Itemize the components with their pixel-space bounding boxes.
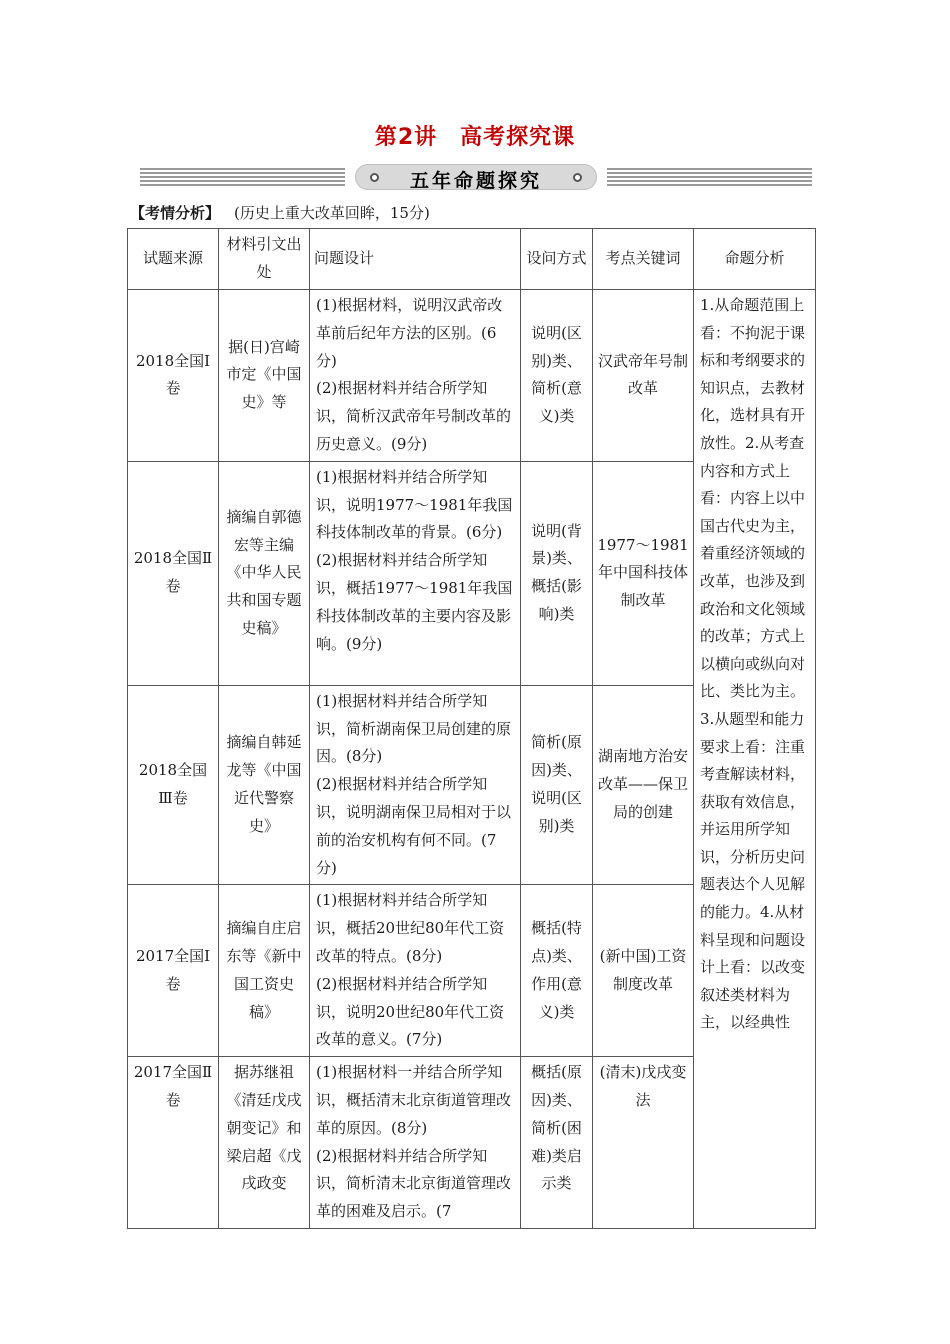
cell-material: 据(日)宫崎市定《中国史》等 (219, 290, 310, 462)
cell-material: 摘编自庄启东等《新中国工资史稿》 (219, 885, 310, 1057)
cell-method: 简析(原因)类、说明(区别)类 (521, 685, 593, 885)
analysis-header (130, 202, 430, 223)
analysis-label: 【考情分析】 (130, 204, 221, 222)
cell-keyword: (新中国)工资制度改革 (593, 885, 694, 1057)
cell-source: 2018全国Ⅱ卷 (128, 461, 219, 685)
cell-keyword: 汉武帝年号制改革 (593, 290, 694, 462)
cell-source: 2017全国Ⅱ卷 (128, 1057, 219, 1229)
header-source: 试题来源 (128, 229, 219, 290)
cell-questions (310, 1057, 521, 1229)
exam-table (127, 228, 816, 1229)
header-questions: 问题设计 (310, 229, 521, 290)
banner-decoration-left (140, 168, 345, 186)
banner-title: 五年命题探究 (409, 170, 542, 192)
question-1: (1)根据材料一并结合所学知识，概括清末北京街道管理改革的原因。(8分) (316, 1063, 512, 1137)
cell-analysis: 1.从命题范围上看：不拘泥于课标和考纲要求的知识点，去教材化，选材具有开放性。2.从考查内容和方式上看：内容上以中国古代史为主，着重经济领域的改革，也涉及到政治和文化领域的改革；方式上以横向或纵向对比、类比为主。3.从题型和能力要求上看：注重考查解读材料，获取有效信息，并运用所学知识，分析历史问题表达个人见解的能力。4.从材料呈现和问题设计上看：以改变叙述类材料为主，以经典性 (694, 290, 816, 1229)
cell-keyword: 湖南地方治安改革——保卫局的创建 (593, 685, 694, 885)
cell-keyword: 1977～1981年中国科技体制改革 (593, 461, 694, 685)
cell-questions (310, 290, 521, 462)
analysis-note: (历史上重大改革回眸，15分) (234, 204, 430, 222)
question-2: (2)根据材料并结合所学知识，说明20世纪80年代工资改革的意义。(7分) (316, 974, 505, 1049)
cell-source: 2018全国Ⅲ卷 (128, 685, 219, 885)
cell-method: 概括(原因)类、简析(困难)类启示类 (521, 1057, 593, 1229)
question-1: (1)根据材料，说明汉武帝改革前后纪年方法的区别。(6分) (316, 296, 503, 370)
section-banner (140, 162, 812, 192)
cell-material: 摘编自郭德宏等主编《中华人民共和国专题史稿》 (219, 461, 310, 685)
header-method: 设问方式 (521, 229, 593, 290)
question-1: (1)根据材料并结合所学知识，简析湖南保卫局创建的原因。(8分) (316, 691, 512, 766)
cell-material: 摘编自韩延龙等《中国近代警察史》 (219, 685, 310, 885)
table-header-row (128, 229, 816, 290)
banner-decoration-right (607, 168, 812, 186)
banner-pill (355, 164, 597, 190)
cell-questions (310, 461, 521, 685)
cell-questions (310, 885, 521, 1057)
cell-source: 2017全国Ⅰ卷 (128, 885, 219, 1057)
cell-source: 2018全国Ⅰ卷 (128, 290, 219, 462)
question-2: (2)根据材料并结合所学知识，简析汉武帝年号制改革的历史意义。(9分) (316, 379, 512, 453)
table-row (128, 290, 816, 462)
cell-method: 说明(区别)类、简析(意义)类 (521, 290, 593, 462)
cell-material: 据苏继祖《清廷戊戌朝变记》和梁启超《戊戌政变 (219, 1057, 310, 1229)
cell-method: 概括(特点)类、作用(意义)类 (521, 885, 593, 1057)
question-2: (2)根据材料并结合所学知识，说明湖南保卫局相对于以前的治安机构有何不同。(7分) (316, 775, 512, 877)
header-material: 材料引文出处 (219, 229, 310, 290)
question-1: (1)根据材料并结合所学知识，说明1977～1981年我国科技体制改革的背景。(6分) (316, 467, 513, 542)
cell-questions (310, 685, 521, 885)
question-1: (1)根据材料并结合所学知识，概括20世纪80年代工资改革的特点。(8分) (316, 891, 505, 965)
cell-method: 说明(背景)类、概括(影响)类 (521, 461, 593, 685)
question-2: (2)根据材料并结合所学知识，概括1977～1981年我国科技体制改革的主要内容及影响。(9分) (316, 551, 513, 653)
cell-keyword: (清末)戊戌变法 (593, 1057, 694, 1229)
question-2: (2)根据材料并结合所学知识，简析清末北京街道管理改革的困难及启示。(7 (316, 1146, 512, 1221)
header-analysis: 命题分析 (694, 229, 816, 290)
banner-dot-icon (573, 173, 582, 182)
header-keyword: 考点关键词 (593, 229, 694, 290)
page-title: 第2讲 高考探究课 (374, 125, 576, 150)
